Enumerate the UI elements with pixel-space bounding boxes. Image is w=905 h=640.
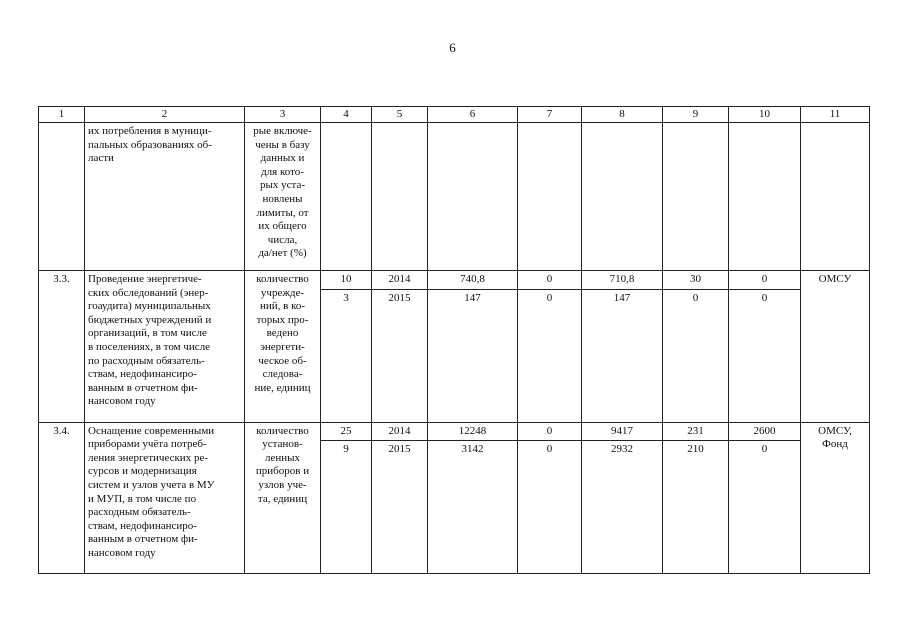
value-cell: 740,8 bbox=[428, 271, 518, 290]
column-number: 8 bbox=[582, 107, 663, 123]
executor-cell: ОМСУ bbox=[801, 271, 870, 423]
value-cell: 710,8 bbox=[582, 271, 663, 290]
value-cell bbox=[372, 123, 428, 271]
executor-cell bbox=[801, 123, 870, 271]
measure-name-cell: Проведение энергетиче- ских обследований (энер- гоаудита) муниципальных бюджетных учреждений и организаций, в том числе в поселениях, в том числе по расходным обязатель- ствам, недофинансиро- ванным в отчетном фи- нансовом году bbox=[85, 271, 245, 423]
value-cell: 0 bbox=[518, 289, 582, 422]
column-number-row bbox=[39, 107, 870, 123]
value-cell: 25 bbox=[321, 422, 372, 441]
value-cell: 0 bbox=[518, 422, 582, 441]
page-number: 6 bbox=[449, 40, 456, 55]
value-cell: 0 bbox=[518, 271, 582, 290]
indicator-cell: рые включе- чены в базу данных и для кото- рых уста- новлены лимиты, от их общего числа, да/нет (%) bbox=[245, 123, 321, 271]
column-number: 11 bbox=[801, 107, 870, 123]
row-number-cell bbox=[39, 123, 85, 271]
column-number: 2 bbox=[85, 107, 245, 123]
value-cell bbox=[663, 123, 729, 271]
value-cell: 9 bbox=[321, 441, 372, 574]
column-number: 6 bbox=[428, 107, 518, 123]
value-cell: 0 bbox=[729, 271, 801, 290]
value-cell: 2932 bbox=[582, 441, 663, 574]
column-number: 9 bbox=[663, 107, 729, 123]
value-cell: 12248 bbox=[428, 422, 518, 441]
continued-row bbox=[39, 123, 870, 271]
table-row bbox=[39, 271, 870, 290]
value-cell bbox=[582, 123, 663, 271]
indicator-cell: количество учрежде- ний, в ко- торых про- ведено энергети- ческое об- следова- ние, единиц bbox=[245, 271, 321, 423]
measure-name-cell: их потребления в муници- пальных образованиях об- ласти bbox=[85, 123, 245, 271]
column-number: 3 bbox=[245, 107, 321, 123]
value-cell: 30 bbox=[663, 271, 729, 290]
value-cell bbox=[428, 123, 518, 271]
year-cell: 2015 bbox=[372, 441, 428, 574]
value-cell bbox=[729, 123, 801, 271]
value-cell: 3 bbox=[321, 289, 372, 422]
value-cell bbox=[321, 123, 372, 271]
value-cell: 147 bbox=[582, 289, 663, 422]
column-number: 7 bbox=[518, 107, 582, 123]
value-cell: 210 bbox=[663, 441, 729, 574]
row-number-cell: 3.3. bbox=[39, 271, 85, 423]
value-cell: 9417 bbox=[582, 422, 663, 441]
table-row bbox=[39, 422, 870, 441]
year-cell: 2014 bbox=[372, 271, 428, 290]
value-cell: 10 bbox=[321, 271, 372, 290]
value-cell: 147 bbox=[428, 289, 518, 422]
value-cell: 231 bbox=[663, 422, 729, 441]
value-cell: 2600 bbox=[729, 422, 801, 441]
column-number: 4 bbox=[321, 107, 372, 123]
value-cell: 0 bbox=[729, 441, 801, 574]
year-cell: 2014 bbox=[372, 422, 428, 441]
executor-cell: ОМСУ, Фонд bbox=[801, 422, 870, 574]
column-number: 5 bbox=[372, 107, 428, 123]
row-number-cell: 3.4. bbox=[39, 422, 85, 574]
year-cell: 2015 bbox=[372, 289, 428, 422]
program-table bbox=[38, 106, 870, 574]
value-cell: 0 bbox=[729, 289, 801, 422]
value-cell: 3142 bbox=[428, 441, 518, 574]
column-number: 1 bbox=[39, 107, 85, 123]
value-cell bbox=[518, 123, 582, 271]
value-cell: 0 bbox=[663, 289, 729, 422]
value-cell: 0 bbox=[518, 441, 582, 574]
column-number: 10 bbox=[729, 107, 801, 123]
indicator-cell: количество установ- ленных приборов и узлов уче- та, единиц bbox=[245, 422, 321, 574]
measure-name-cell: Оснащение современными приборами учёта потреб- ления энергетических ре- сурсов и модернизация систем и узлов учета в МУ и МУП, в том числе по расходным обязатель- ствам, недофинансиро- ванным в отчетном фи- нансовом году bbox=[85, 422, 245, 574]
